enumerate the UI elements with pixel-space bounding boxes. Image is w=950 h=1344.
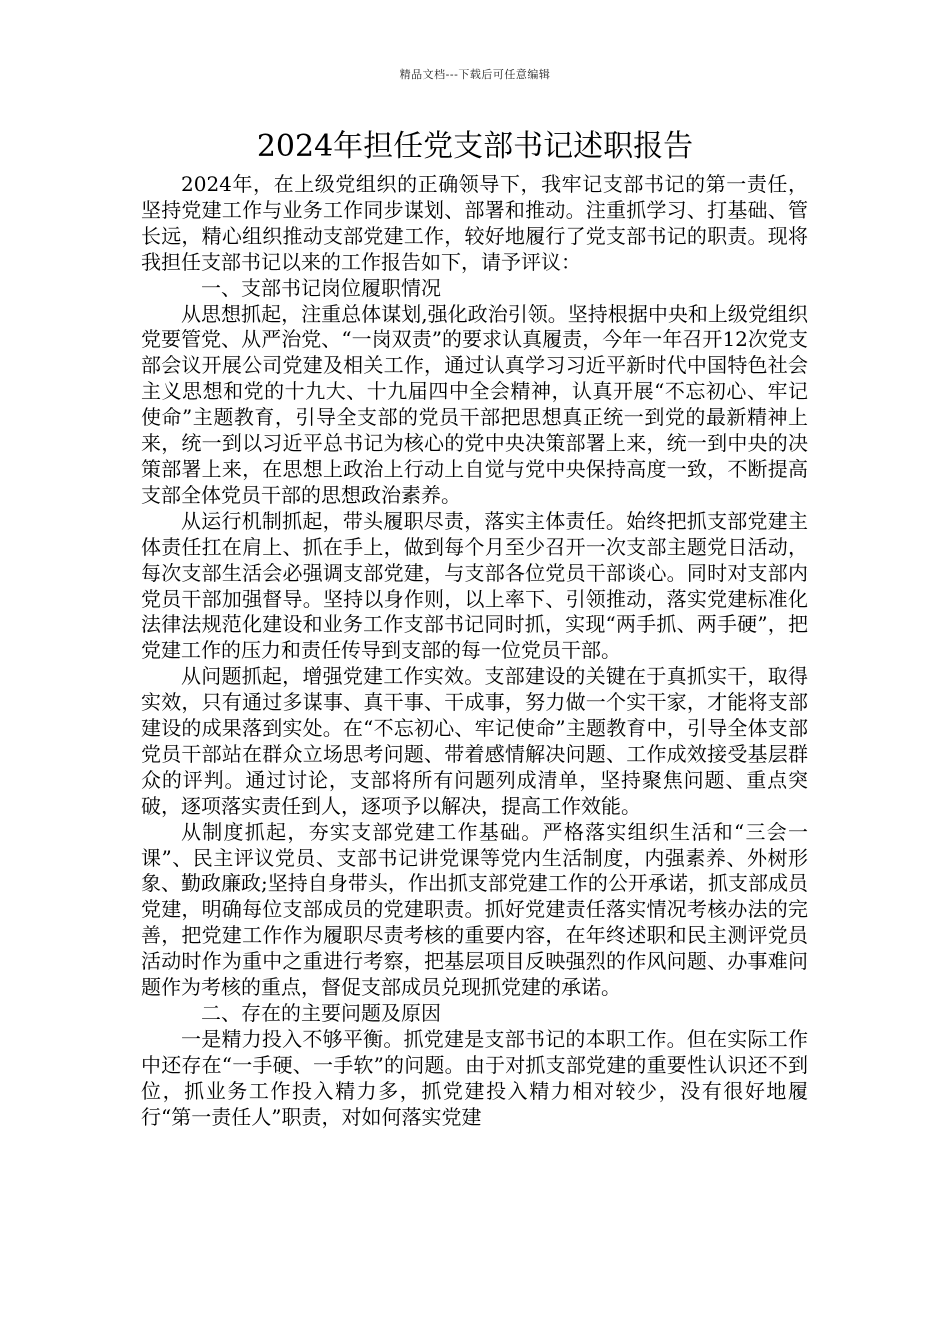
paragraph-system: 从制度抓起，夯实支部党建工作基础。严格落实组织生活和“三会一课”、民主评议党员、支部书记讲党课等党内生活制度，内强素养、外树形象、勤政廉政;坚持自身带头，作出抓支部党建工作的公开承诺，抓支部成员党建，明确每位支部成员的党建职责。抓好党建责任落实情况考核办法的完善，把党建工作作为履职尽责考核的重要内容，在年终述职和民主测评党员活动时作为重中之重进行考察，把基层项目反映强烈的作风问题、办事难问题作为考核的重点，督促支部成员兑现抓党建的承诺。	[141, 819, 808, 1000]
section-heading-1: 一、支部书记岗位履职情况	[201, 275, 441, 300]
paragraph-issue-1: 一是精力投入不够平衡。抓党建是支部书记的本职工作。但在实际工作中还存在“一手硬、一手软”的问题。由于对抓支部党建的重要性认识还不到位，抓业务工作投入精力多，抓党建投入精力相对较少，没有很好地履行“第一责任人”职责，对如何落实党建	[141, 1026, 808, 1129]
paragraph-intro: 2024年，在上级党组织的正确领导下，我牢记支部书记的第一责任，坚持党建工作与业务工作同步谋划、部署和推动。注重抓学习、打基础、管长远，精心组织推动支部党建工作，较好地履行了党支部书记的职责。现将我担任支部书记以来的工作报告如下，请予评议：	[141, 172, 808, 274]
header-note: 精品文档---下载后可任意编辑	[399, 68, 551, 81]
paragraph-thought: 从思想抓起，注重总体谋划,强化政治引领。坚持根据中央和上级党组织党要管党、从严治党、“一岗双责”的要求认真履责，今年一年召开12次党支部会议开展公司党建及相关工作，通过认真学习习近平新时代中国特色社会主义思想和党的十九大、十九届四中全会精神，认真开展“不忘初心、牢记使命”主题教育，引导全支部的党员干部把思想真正统一到党的最新精神上来，统一到以习近平总书记为核心的党中央决策部署上来，统一到中央的决策部署上来，在思想上政治上行动上自觉与党中央保持高度一致，不断提高支部全体党员干部的思想政治素养。	[141, 301, 808, 507]
document-body	[141, 172, 808, 1131]
document-title: 2024年担任党支部书记述职报告	[256, 129, 694, 164]
paragraph-problem: 从问题抓起，增强党建工作实效。支部建设的关键在于真抓实干，取得实效，只有通过多谋事、真干事、干成事，努力做一个实干家，才能将支部建设的成果落到实处。在“不忘初心、牢记使命”主题教育中，引导全体支部党员干部站在群众立场思考问题、带着感情解决问题、工作成效接受基层群众的评判。通过讨论，支部将所有问题列成清单，坚持聚焦问题、重点突破，逐项落实责任到人，逐项予以解决，提高工作效能。	[141, 664, 808, 818]
paragraph-mechanism: 从运行机制抓起，带头履职尽责，落实主体责任。始终把抓支部党建主体责任扛在肩上、抓在手上，做到每个月至少召开一次支部主题党日活动，每次支部生活会必强调支部党建，与支部各位党员干部谈心。同时对支部内党员干部加强督导。坚持以身作则，以上率下、引领推动，落实党建标准化法律法规范化建设和业务工作支部书记同时抓，实现“两手抓、两手硬”，把党建工作的压力和责任传导到支部的每一位党员干部。	[141, 508, 808, 663]
section-heading-2: 二、存在的主要问题及原因	[201, 1001, 441, 1025]
